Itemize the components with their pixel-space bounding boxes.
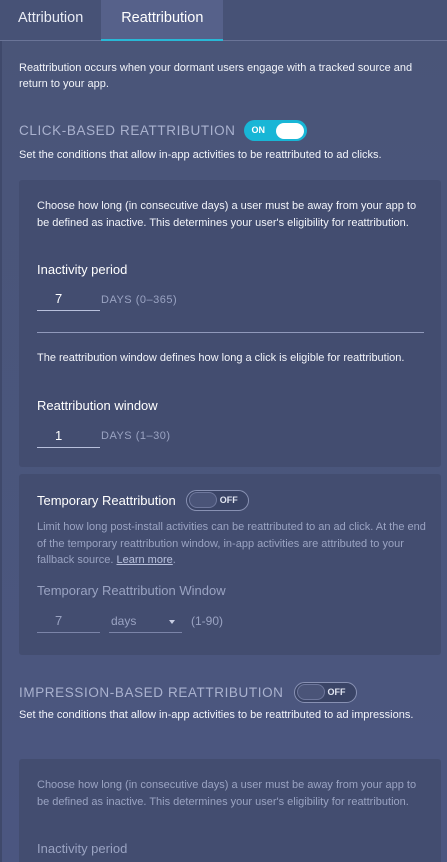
click-based-title: CLICK-BASED REATTRIBUTION (19, 123, 236, 138)
temporary-toggle[interactable] (186, 490, 249, 511)
inactivity-period-label: Inactivity period (37, 262, 128, 277)
temporary-description-text: Limit how long post-install activities can be reattributed to an ad click. At the end of the temporary reattribution window, in-app activities are attributed to your fallback source. (37, 521, 426, 566)
impression-inactivity-description: Choose how long (in consecutive days) a user must be away from your app to be defined as inactive. This determines your user's eligibility for reattribution. (37, 779, 417, 808)
inactivity-period-input[interactable]: 7 (37, 289, 100, 311)
temporary-unit-select[interactable] (109, 611, 182, 633)
impression-based-header (19, 682, 357, 703)
panel-divider (37, 332, 424, 333)
impression-inactivity-label: Inactivity period (37, 841, 128, 856)
caret-down-icon (169, 620, 175, 624)
left-edge (0, 41, 2, 862)
intro-text: Reattribution occurs when your dormant users engage with a tracked source and return to your app. (19, 62, 413, 90)
tab-bar (0, 0, 447, 41)
temporary-window-input[interactable]: 7 (37, 611, 100, 633)
click-based-toggle[interactable] (244, 120, 307, 141)
click-based-description: Set the conditions that allow in-app activities to be reattributed to ad clicks. (19, 149, 382, 161)
toggle-knob (297, 684, 325, 700)
toggle-knob (276, 123, 304, 139)
impression-based-toggle-label: OFF (327, 687, 346, 697)
reattribution-window-unit: DAYS (1–30) (101, 430, 171, 442)
reattribution-window-description: The reattribution window defines how long a click is eligible for reattribution. (37, 352, 405, 364)
temporary-title: Temporary Reattribution (37, 493, 176, 508)
toggle-knob (189, 492, 217, 508)
impression-based-panel (19, 759, 441, 862)
click-based-toggle-label: ON (251, 125, 266, 135)
impression-based-toggle[interactable] (294, 682, 357, 703)
impression-based-description: Set the conditions that allow in-app activities to be reattributed to ad impressions. (19, 709, 414, 721)
learn-more-link[interactable]: Learn more (116, 554, 173, 566)
impression-based-title: IMPRESSION-BASED REATTRIBUTION (19, 685, 284, 700)
tab-attribution[interactable]: Attribution (18, 10, 84, 26)
reattribution-window-label: Reattribution window (37, 398, 158, 413)
temporary-unit-value: days (111, 614, 137, 628)
temporary-description (37, 519, 429, 569)
reattribution-window-input[interactable]: 1 (37, 426, 100, 448)
inactivity-description: Choose how long (in consecutive days) a user must be away from your app to be defined as inactive. This determines your user's eligibility for reattribution. (37, 200, 417, 229)
temporary-reattribution-panel (19, 474, 441, 655)
temporary-window-label: Temporary Reattribution Window (37, 583, 226, 598)
temporary-window-range: (1-90) (191, 614, 224, 628)
click-based-panel (19, 180, 441, 467)
temporary-header (37, 490, 249, 511)
temporary-description-end: . (172, 554, 176, 566)
tab-reattribution[interactable]: Reattribution (101, 0, 223, 41)
inactivity-period-unit: DAYS (0–365) (101, 294, 178, 306)
temporary-toggle-label: OFF (219, 495, 238, 505)
click-based-header (19, 120, 307, 141)
